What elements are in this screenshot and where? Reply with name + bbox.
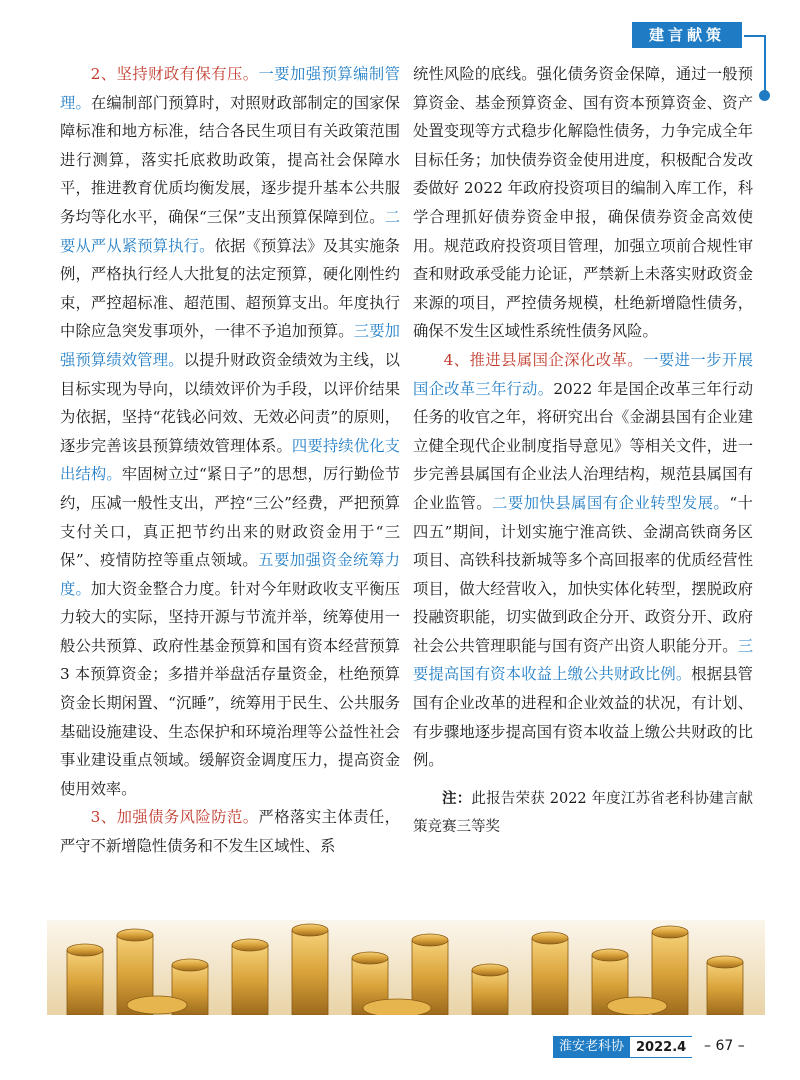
subhead-2: 二要从严从紧预算执行。 bbox=[60, 207, 400, 255]
tab-dot bbox=[759, 90, 770, 101]
subhead-soe-1: 一要进一步开展国企改革三年行动。 bbox=[413, 350, 753, 398]
subhead-5: 五要加强资金统筹力度。 bbox=[60, 551, 400, 598]
heading-debt: 3、加强债务风险防范。 bbox=[90, 808, 259, 827]
subhead-3: 三要加强预算绩效管理。 bbox=[60, 322, 400, 369]
subhead-4: 四要持续优化支出结构。 bbox=[60, 436, 400, 484]
paragraph-debt bbox=[60, 803, 400, 860]
text-4: 牢固树立过“紧日子”的思想，厉行勤俭节约，压减一般性支出，严控“三公”经费，严把预算支付关口，真正把节约出来的财政资金用于“三保”、疫情防控等重点领域。 bbox=[60, 465, 400, 570]
text-soe-1: 2022 年是国企改革三年行动任务的收官之年，将研究出台《金湖县国有企业建立健全现代企业制度指导意见》等相关文件，进一步完善县属国有企业法人治理结构，规范县属国有企业监管。 bbox=[413, 379, 753, 512]
magazine-name: 淮安老科协 bbox=[553, 1036, 630, 1058]
section-tab: 建言献策 bbox=[632, 22, 742, 48]
paragraph-fiscal bbox=[60, 60, 400, 803]
paragraph-debt-cont bbox=[413, 60, 753, 346]
award-note bbox=[413, 785, 753, 842]
subhead-soe-2: 二要加快县属国有企业转型发展。 bbox=[492, 493, 730, 512]
coins-illustration bbox=[47, 920, 765, 1015]
text-2: 依据《预算法》及其实施条例，严格执行经人大批复的法定预算，硬化刚性约束，严控超标准、超范围、超预算支出。年度执行中除应急突发事项外，一律不予追加预算。 bbox=[60, 236, 400, 341]
page-number: – 67 – bbox=[704, 1038, 745, 1054]
footer-bar bbox=[553, 1036, 695, 1058]
left-column bbox=[60, 60, 400, 861]
text-debt-1: 严格落实主体责任，严守不新增隐性债务和不发生区域性、系 bbox=[60, 808, 400, 856]
text-soe-3: 根据县管国有企业改革的进程和企业效益的状况，有计划、有步骤地逐步提高国有资本收益上缴公共财政的比例。 bbox=[413, 665, 753, 770]
note-label: 注： bbox=[442, 789, 472, 807]
note-text: 此报告荣获 2022 年度江苏省老科协建言献策竞赛三等奖 bbox=[413, 790, 754, 836]
issue-number: 2022.4 bbox=[630, 1036, 692, 1058]
right-column bbox=[413, 60, 753, 842]
text-soe-2: “十四五”期间，计划实施宁淮高铁、金湖高铁商务区项目、高铁科技新城等多个高回报率的优质经营性项目，做大经营收入，加快实体化转型，摆脱政府投融资职能，切实做到政企分开、政资分开、政府社会公共管理职能与国有资产出资人职能分开。 bbox=[413, 493, 753, 655]
text-3: 以提升财政资金绩效为主线，以目标实现为导向，以绩效评价为手段，以评价结果为依据，坚持“花钱必问效、无效必问责”的原则，逐步完善该县预算绩效管理体系。 bbox=[60, 350, 400, 455]
tab-line-v bbox=[764, 35, 766, 95]
gold-coins-image bbox=[47, 920, 765, 1015]
subhead-1: 一要加强预算编制管理。 bbox=[60, 65, 400, 112]
heading-soe: 4、推进县属国企深化改革。 bbox=[443, 350, 644, 369]
paragraph-soe bbox=[413, 346, 753, 775]
text-debt-2: 统性风险的底线。强化债务资金保障，通过一般预算资金、基金预算资金、国有资本预算资金、资产处置变现等方式稳步化解隐性债务，力争完成全年目标任务；加快债券资金使用进度，积极配合发改委做好 2022 年政府投资项目的编制入库工作，科学合理抓好债券资金申报，确保债券资金高效使用。规范政府投资项目管理，加强立项前合规性审查和财政承受能力论证，严禁新上未落实财政资金来源的项目，严控债务规模，杜绝新增隐性债务，确保不发生区域性系统性债务风险。 bbox=[413, 65, 753, 341]
subhead-soe-3: 三要提高国有资本收益上缴公共财政比例。 bbox=[413, 636, 753, 684]
tab-line-h bbox=[744, 35, 766, 37]
text-1: 在编制部门预算时，对照财政部制定的国家保障标准和地方标准，结合各民生项目有关政策范围进行测算，落实托底救助政策，提高社会保障水平，推进教育优质均衡发展，逐步提升基本公共服务均等化水平，确保“三保”支出预算保障到位。 bbox=[60, 93, 400, 226]
text-5: 加大资金整合力度。针对今年财政收支平衡压力较大的实际，坚持开源与节流并举，统筹使用一般公共预算、政府性基金预算和国有资本经营预算 3 本预算资金；多措并举盘活存量资金，杜绝预算资金长期闲置、“沉睡”，统筹用于民生、公共服务基础设施建设、生态保护和环境治理等公益性社会事业建设重点领域。缓解资金调度压力，提高资金使用效率。 bbox=[60, 579, 400, 798]
heading-fiscal: 2、坚持财政有保有压。 bbox=[90, 65, 259, 83]
